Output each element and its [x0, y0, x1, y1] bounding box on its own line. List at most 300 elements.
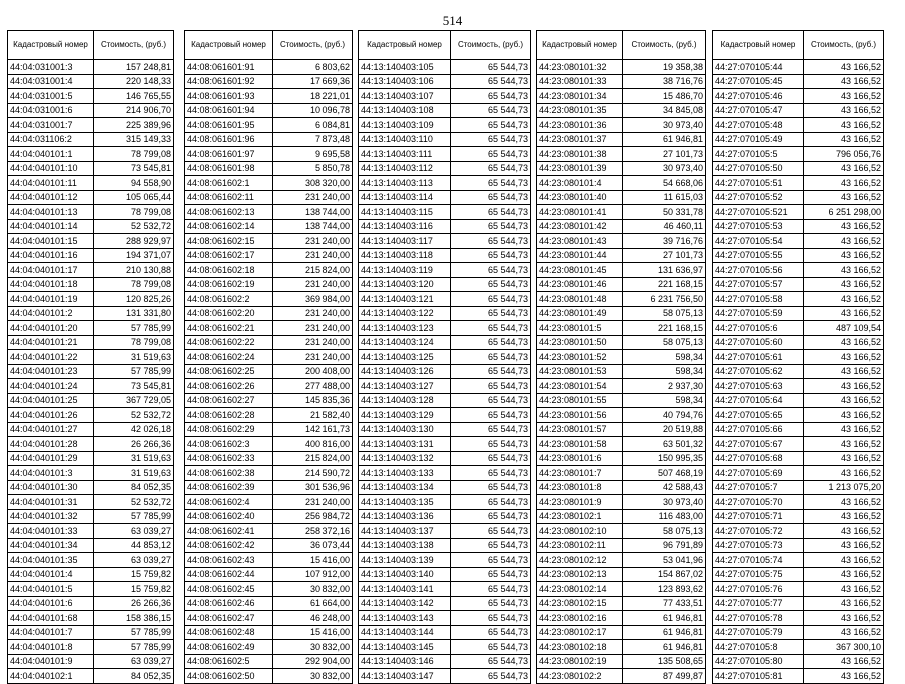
cost-cell: 11 615,03: [623, 190, 706, 205]
table-row: [359, 625, 531, 640]
cadastral-number-cell: 44:04:040101:30: [8, 480, 94, 495]
cadastral-number-cell: 44:13:140403:143: [359, 611, 451, 626]
cadastral-number-cell: 44:27:070105:62: [713, 364, 804, 379]
cadastral-number-cell: 44:23:080101:52: [537, 350, 623, 365]
table-row: [713, 509, 884, 524]
cadastral-number-cell: 44:08:061602:17: [185, 248, 273, 263]
table-row: [8, 524, 174, 539]
table-row: [537, 132, 706, 147]
table-row: [359, 640, 531, 655]
cadastral-number-cell: 44:23:080101:54: [537, 379, 623, 394]
table-row: [359, 118, 531, 133]
cadastral-number-cell: 44:23:080101:8: [537, 480, 623, 495]
cost-cell: 46 248,00: [273, 611, 353, 626]
cost-cell: 5 850,78: [273, 161, 353, 176]
cost-cell: 214 906,70: [94, 103, 174, 118]
cadastral-number-cell: 44:08:061602:14: [185, 219, 273, 234]
table-row: [713, 466, 884, 481]
cadastral-number-cell: 44:08:061602:22: [185, 335, 273, 350]
cost-cell: 27 101,73: [623, 248, 706, 263]
cadastral-number-cell: 44:27:070105:6: [713, 321, 804, 336]
cadastral-number-cell: 44:27:070105:52: [713, 190, 804, 205]
cadastral-number-cell: 44:27:070105:66: [713, 422, 804, 437]
cost-cell: 65 544,73: [451, 379, 531, 394]
table-row: [185, 335, 353, 350]
cost-cell: 61 946,81: [623, 640, 706, 655]
table-row: [713, 74, 884, 89]
cadastral-number-cell: 44:04:040101:14: [8, 219, 94, 234]
table-row: [713, 524, 884, 539]
cadastral-number-cell: 44:04:040101:9: [8, 654, 94, 669]
table-row: [8, 437, 174, 452]
table-row: [8, 625, 174, 640]
cost-cell: 43 166,52: [804, 379, 884, 394]
cost-cell: 63 039,27: [94, 524, 174, 539]
table-row: [8, 654, 174, 669]
cadastral-number-cell: 44:27:070105:56: [713, 263, 804, 278]
table-row: [359, 408, 531, 423]
cadastral-number-cell: 44:27:070105:8: [713, 640, 804, 655]
cadastral-number-cell: 44:23:080101:46: [537, 277, 623, 292]
cost-cell: 220 148,33: [94, 74, 174, 89]
cost-cell: 231 240,00: [273, 234, 353, 249]
table-row: [8, 60, 174, 75]
table-row: [8, 103, 174, 118]
cost-cell: 30 832,00: [273, 582, 353, 597]
cadastral-number-cell: 44:23:080101:43: [537, 234, 623, 249]
cadastral-number-cell: 44:13:140403:122: [359, 306, 451, 321]
cost-cell: 30 973,40: [623, 495, 706, 510]
cadastral-number-cell: 44:04:040101:17: [8, 263, 94, 278]
cost-cell: 43 166,52: [804, 625, 884, 640]
cost-cell: 277 488,00: [273, 379, 353, 394]
table-row: [359, 582, 531, 597]
table-row: [185, 669, 353, 684]
table-row: [359, 495, 531, 510]
cadastral-number-cell: 44:23:080102:14: [537, 582, 623, 597]
table-row: [185, 553, 353, 568]
cost-cell: 43 166,52: [804, 611, 884, 626]
cost-cell: 65 544,73: [451, 190, 531, 205]
cadastral-number-cell: 44:13:140403:133: [359, 466, 451, 481]
cost-cell: 256 984,72: [273, 509, 353, 524]
table-row: [537, 640, 706, 655]
table-row: [185, 524, 353, 539]
cost-cell: 65 544,73: [451, 625, 531, 640]
table-row: [537, 611, 706, 626]
cadastral-number-cell: 44:04:040101:22: [8, 350, 94, 365]
table-row: [713, 147, 884, 162]
cadastral-number-cell: 44:04:040101:23: [8, 364, 94, 379]
cost-cell: 58 075,13: [623, 335, 706, 350]
table-row: [185, 509, 353, 524]
cadastral-number-cell: 44:13:140403:144: [359, 625, 451, 640]
table-row: [537, 161, 706, 176]
cadastral-number-cell: 44:04:040101:16: [8, 248, 94, 263]
table-row: [713, 393, 884, 408]
table-row: [537, 538, 706, 553]
cost-cell: 301 536,96: [273, 480, 353, 495]
cadastral-number-cell: 44:04:040101:6: [8, 596, 94, 611]
cadastral-number-cell: 44:04:040101:32: [8, 509, 94, 524]
cadastral-table-5: [712, 30, 884, 684]
cost-cell: 10 096,78: [273, 103, 353, 118]
table-row: [8, 132, 174, 147]
table-row: [185, 350, 353, 365]
table-row: [537, 292, 706, 307]
table-row: [359, 335, 531, 350]
cost-cell: 73 545,81: [94, 161, 174, 176]
cost-cell: 43 166,52: [804, 654, 884, 669]
cadastral-number-cell: 44:27:070105:51: [713, 176, 804, 191]
table-row: [537, 495, 706, 510]
table-row: [359, 350, 531, 365]
cadastral-number-cell: 44:13:140403:119: [359, 263, 451, 278]
page-number: 514: [442, 13, 463, 28]
cadastral-number-cell: 44:13:140403:146: [359, 654, 451, 669]
cadastral-number-cell: 44:27:070105:44: [713, 60, 804, 75]
cost-cell: 598,34: [623, 364, 706, 379]
cost-cell: 43 166,52: [804, 277, 884, 292]
cadastral-number-cell: 44:08:061602:47: [185, 611, 273, 626]
cost-cell: 65 544,73: [451, 103, 531, 118]
cost-cell: 65 544,73: [451, 89, 531, 104]
cost-cell: 292 904,00: [273, 654, 353, 669]
table-row: [359, 654, 531, 669]
cost-cell: 43 166,52: [804, 567, 884, 582]
table-row: [185, 176, 353, 191]
cost-cell: 2 937,30: [623, 379, 706, 394]
table-row: [185, 567, 353, 582]
cadastral-number-cell: 44:04:031001:4: [8, 74, 94, 89]
cadastral-number-cell: 44:27:070105:80: [713, 654, 804, 669]
cost-cell: 367 300,10: [804, 640, 884, 655]
cadastral-number-cell: 44:04:040101:68: [8, 611, 94, 626]
cadastral-number-cell: 44:23:080101:45: [537, 263, 623, 278]
cadastral-number-cell: 44:27:070105:69: [713, 466, 804, 481]
cost-cell: 31 519,63: [94, 466, 174, 481]
cadastral-number-cell: 44:04:040101:24: [8, 379, 94, 394]
cadastral-number-cell: 44:23:080101:32: [537, 60, 623, 75]
header-cadastral-number: Кадастровый номер: [185, 31, 273, 60]
cost-cell: 65 544,73: [451, 118, 531, 133]
cadastral-number-cell: 44:13:140403:105: [359, 60, 451, 75]
table-row: [713, 553, 884, 568]
table-row: [359, 451, 531, 466]
cost-cell: 194 371,07: [94, 248, 174, 263]
table-row: [185, 306, 353, 321]
table-row: [359, 161, 531, 176]
table-row: [185, 393, 353, 408]
cost-cell: 157 248,81: [94, 60, 174, 75]
table-row: [359, 248, 531, 263]
cost-cell: 27 101,73: [623, 147, 706, 162]
table-row: [8, 74, 174, 89]
cadastral-number-cell: 44:27:070105:81: [713, 669, 804, 684]
cadastral-number-cell: 44:08:061602:13: [185, 205, 273, 220]
cost-cell: 65 544,73: [451, 161, 531, 176]
cadastral-number-cell: 44:08:061602:43: [185, 553, 273, 568]
table-row: [8, 538, 174, 553]
cadastral-number-cell: 44:23:080102:17: [537, 625, 623, 640]
cadastral-number-cell: 44:23:080101:5: [537, 321, 623, 336]
header-cadastral-number: Кадастровый номер: [713, 31, 804, 60]
cadastral-number-cell: 44:04:040101:35: [8, 553, 94, 568]
cost-cell: 43 166,52: [804, 509, 884, 524]
table-row: [537, 248, 706, 263]
cadastral-number-cell: 44:13:140403:110: [359, 132, 451, 147]
header-cost: Стоимость, (руб.): [804, 31, 884, 60]
cost-cell: 6 084,81: [273, 118, 353, 133]
cost-cell: 43 166,52: [804, 234, 884, 249]
table-row: [185, 379, 353, 394]
table-row: [8, 350, 174, 365]
cost-cell: 6 803,62: [273, 60, 353, 75]
cadastral-number-cell: 44:27:070105:79: [713, 625, 804, 640]
table-row: [185, 321, 353, 336]
header-cadastral-number: Кадастровый номер: [359, 31, 451, 60]
cost-cell: 154 867,02: [623, 567, 706, 582]
cadastral-number-cell: 44:04:040101:10: [8, 161, 94, 176]
header-cost: Стоимость, (руб.): [94, 31, 174, 60]
table-row: [537, 509, 706, 524]
cost-cell: 65 544,73: [451, 437, 531, 452]
table-row: [359, 89, 531, 104]
cadastral-number-cell: 44:13:140403:145: [359, 640, 451, 655]
table-row: [8, 451, 174, 466]
cost-cell: 43 166,52: [804, 60, 884, 75]
cost-cell: 58 075,13: [623, 306, 706, 321]
table-row: [713, 161, 884, 176]
cadastral-number-cell: 44:04:040101:1: [8, 147, 94, 162]
cadastral-number-cell: 44:08:061602:5: [185, 654, 273, 669]
cost-cell: 61 946,81: [623, 611, 706, 626]
cadastral-number-cell: 44:08:061602:15: [185, 234, 273, 249]
table-row: [537, 393, 706, 408]
cadastral-number-cell: 44:04:040101:31: [8, 495, 94, 510]
table-row: [713, 625, 884, 640]
cadastral-number-cell: 44:27:070105:77: [713, 596, 804, 611]
table-row: [185, 132, 353, 147]
cadastral-number-cell: 44:23:080101:44: [537, 248, 623, 263]
cost-cell: 146 765,55: [94, 89, 174, 104]
cost-cell: 30 973,40: [623, 118, 706, 133]
table-row: [359, 277, 531, 292]
cadastral-number-cell: 44:23:080102:13: [537, 567, 623, 582]
cadastral-number-cell: 44:13:140403:107: [359, 89, 451, 104]
cadastral-number-cell: 44:13:140403:118: [359, 248, 451, 263]
cost-cell: 308 320,00: [273, 176, 353, 191]
cadastral-number-cell: 44:08:061602:4: [185, 495, 273, 510]
table-row: [185, 161, 353, 176]
table-row: [8, 669, 174, 684]
table-row: [8, 248, 174, 263]
table-row: [713, 205, 884, 220]
cost-cell: 30 832,00: [273, 669, 353, 684]
cost-cell: 65 544,73: [451, 480, 531, 495]
cost-cell: 158 386,15: [94, 611, 174, 626]
cost-cell: 135 508,65: [623, 654, 706, 669]
table-row: [185, 451, 353, 466]
table-row: [359, 190, 531, 205]
cost-cell: 57 785,99: [94, 625, 174, 640]
cost-cell: 65 544,73: [451, 611, 531, 626]
table-row: [537, 306, 706, 321]
cadastral-number-cell: 44:08:061602:33: [185, 451, 273, 466]
table-row: [713, 248, 884, 263]
table-row: [713, 321, 884, 336]
table-row: [537, 364, 706, 379]
cost-cell: 65 544,73: [451, 451, 531, 466]
cadastral-number-cell: 44:13:140403:116: [359, 219, 451, 234]
table-row: [359, 74, 531, 89]
cadastral-number-cell: 44:27:070105:64: [713, 393, 804, 408]
cadastral-number-cell: 44:08:061602:49: [185, 640, 273, 655]
table-row: [537, 625, 706, 640]
cadastral-number-cell: 44:23:080101:35: [537, 103, 623, 118]
cadastral-number-cell: 44:23:080102:19: [537, 654, 623, 669]
cost-cell: 65 544,73: [451, 306, 531, 321]
cost-cell: 21 582,40: [273, 408, 353, 423]
cost-cell: 57 785,99: [94, 509, 174, 524]
cadastral-number-cell: 44:27:070105:55: [713, 248, 804, 263]
cost-cell: 30 973,40: [623, 161, 706, 176]
table-row: [537, 176, 706, 191]
table-row: [713, 596, 884, 611]
cadastral-number-cell: 44:04:040101:12: [8, 190, 94, 205]
cost-cell: 65 544,73: [451, 393, 531, 408]
cost-cell: 138 744,00: [273, 205, 353, 220]
cadastral-number-cell: 44:08:061602:3: [185, 437, 273, 452]
cadastral-number-cell: 44:13:140403:139: [359, 553, 451, 568]
cost-cell: 120 825,26: [94, 292, 174, 307]
table-row: [8, 611, 174, 626]
cadastral-number-cell: 44:13:140403:147: [359, 669, 451, 684]
table-row: [537, 379, 706, 394]
cost-cell: 43 166,52: [804, 263, 884, 278]
cadastral-table-4: [536, 30, 706, 684]
table-row: [537, 553, 706, 568]
cost-cell: 78 799,08: [94, 147, 174, 162]
cadastral-number-cell: 44:23:080101:4: [537, 176, 623, 191]
table-row: [537, 263, 706, 278]
cost-cell: 231 240,00: [273, 495, 353, 510]
table-row: [185, 640, 353, 655]
cost-cell: 367 729,05: [94, 393, 174, 408]
cost-cell: 231 240,00: [273, 306, 353, 321]
cadastral-number-cell: 44:23:080102:10: [537, 524, 623, 539]
cost-cell: 65 544,73: [451, 60, 531, 75]
table-row: [185, 277, 353, 292]
table-row: [537, 350, 706, 365]
cost-cell: 43 166,52: [804, 451, 884, 466]
cost-cell: 1 213 075,20: [804, 480, 884, 495]
cadastral-number-cell: 44:13:140403:132: [359, 451, 451, 466]
cadastral-number-cell: 44:08:061602:28: [185, 408, 273, 423]
table-row: [359, 321, 531, 336]
cost-cell: 43 166,52: [804, 306, 884, 321]
cadastral-number-cell: 44:23:080101:58: [537, 437, 623, 452]
table-row: [359, 234, 531, 249]
table-row: [185, 437, 353, 452]
cadastral-number-cell: 44:13:140403:137: [359, 524, 451, 539]
table-row: [359, 364, 531, 379]
cost-cell: 43 166,52: [804, 219, 884, 234]
table-row: [359, 103, 531, 118]
cadastral-number-cell: 44:27:070105:49: [713, 132, 804, 147]
cost-cell: 65 544,73: [451, 538, 531, 553]
table-row: [185, 538, 353, 553]
table-row: [359, 466, 531, 481]
cadastral-number-cell: 44:23:080101:49: [537, 306, 623, 321]
cadastral-number-cell: 44:27:070105:74: [713, 553, 804, 568]
cadastral-number-cell: 44:13:140403:136: [359, 509, 451, 524]
cadastral-number-cell: 44:04:040101:27: [8, 422, 94, 437]
table-row: [537, 118, 706, 133]
cost-cell: 73 545,81: [94, 379, 174, 394]
cost-cell: 15 416,00: [273, 553, 353, 568]
table-row: [8, 219, 174, 234]
cadastral-number-cell: 44:08:061602:48: [185, 625, 273, 640]
table-row: [713, 306, 884, 321]
cost-cell: 46 460,11: [623, 219, 706, 234]
cadastral-number-cell: 44:08:061601:92: [185, 74, 273, 89]
cost-cell: 57 785,99: [94, 321, 174, 336]
table-row: [8, 176, 174, 191]
cadastral-number-cell: 44:04:040101:20: [8, 321, 94, 336]
cadastral-table-3: [358, 30, 531, 684]
cadastral-number-cell: 44:23:080101:6: [537, 451, 623, 466]
cost-cell: 150 995,35: [623, 451, 706, 466]
cadastral-number-cell: 44:27:070105:71: [713, 509, 804, 524]
cost-cell: 142 161,73: [273, 422, 353, 437]
cadastral-number-cell: 44:04:040101:13: [8, 205, 94, 220]
table-row: [185, 103, 353, 118]
cadastral-number-cell: 44:27:070105:70: [713, 495, 804, 510]
cadastral-number-cell: 44:04:040101:33: [8, 524, 94, 539]
cost-cell: 131 331,80: [94, 306, 174, 321]
cost-cell: 65 544,73: [451, 176, 531, 191]
cadastral-number-cell: 44:23:080102:15: [537, 596, 623, 611]
table-row: [713, 335, 884, 350]
cost-cell: 39 716,76: [623, 234, 706, 249]
table-row: [537, 103, 706, 118]
cost-cell: 61 664,00: [273, 596, 353, 611]
cadastral-number-cell: 44:04:040101:18: [8, 277, 94, 292]
cost-cell: 315 149,33: [94, 132, 174, 147]
table-row: [713, 669, 884, 684]
table-header-row: [537, 31, 706, 60]
cadastral-number-cell: 44:27:070105:50: [713, 161, 804, 176]
cadastral-number-cell: 44:08:061602:46: [185, 596, 273, 611]
cost-cell: 43 166,52: [804, 74, 884, 89]
cost-cell: 65 544,73: [451, 321, 531, 336]
table-row: [713, 480, 884, 495]
cost-cell: 43 166,52: [804, 408, 884, 423]
table-row: [359, 176, 531, 191]
cadastral-number-cell: 44:08:061601:97: [185, 147, 273, 162]
cadastral-number-cell: 44:27:070105:5: [713, 147, 804, 162]
cost-cell: 6 231 756,50: [623, 292, 706, 307]
cost-cell: 87 499,87: [623, 669, 706, 684]
table-row: [8, 509, 174, 524]
table-row: [359, 147, 531, 162]
cadastral-number-cell: 44:08:061601:94: [185, 103, 273, 118]
cadastral-number-cell: 44:13:140403:117: [359, 234, 451, 249]
cadastral-number-cell: 44:08:061602:21: [185, 321, 273, 336]
cadastral-number-cell: 44:13:140403:123: [359, 321, 451, 336]
cadastral-number-cell: 44:27:070105:63: [713, 379, 804, 394]
